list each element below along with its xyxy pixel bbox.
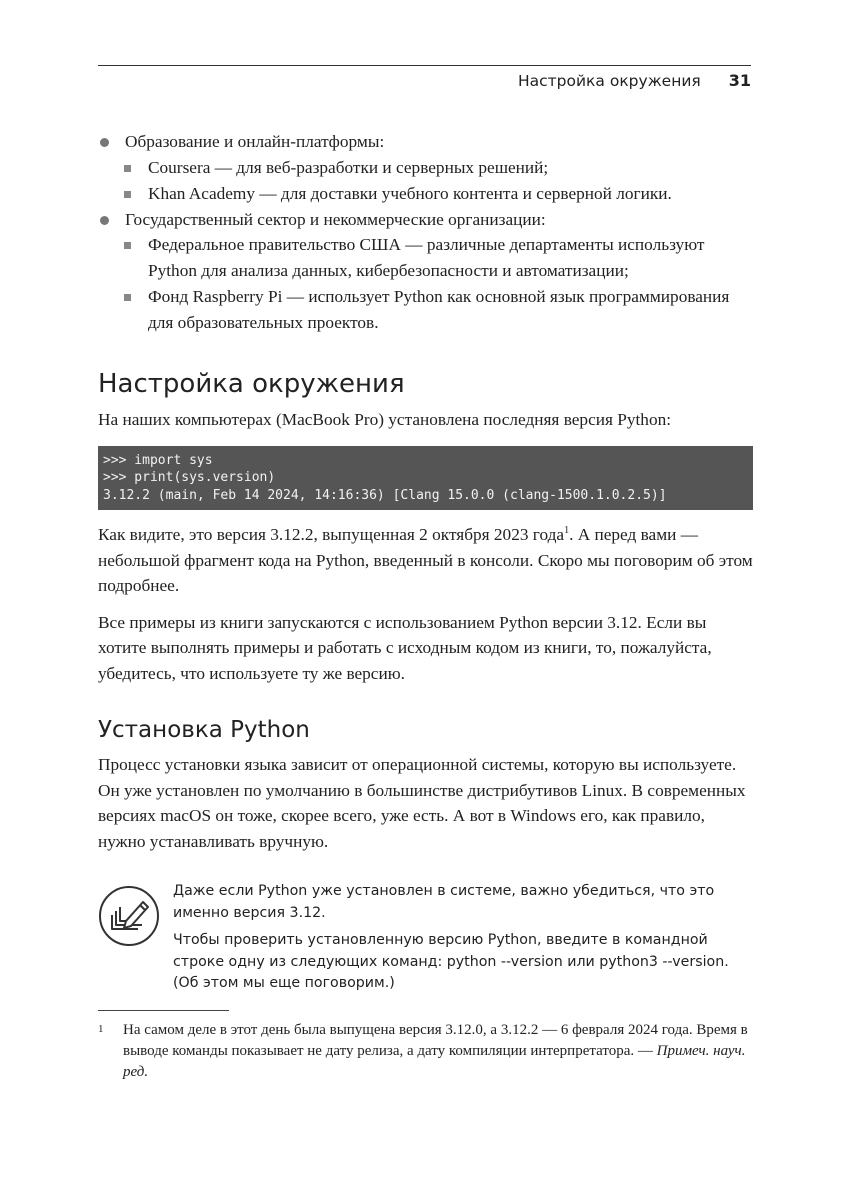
sub-list-item-text: Khan Academy — для доставки учебного контента и серверной логики. (148, 184, 672, 203)
page-number: 31 (728, 71, 751, 90)
square-bullet (124, 294, 131, 301)
sub-list-item-text: Федеральное правительство США — различные департаменты используют Python для анализа данных, кибербезопасности и автоматизации; (148, 235, 705, 280)
section-heading-install: Установка Python (98, 717, 310, 743)
tip-box (98, 881, 753, 995)
bullet-dot (100, 138, 109, 147)
square-bullet (124, 242, 131, 249)
sub-list-item (123, 284, 753, 335)
running-header-title: Настройка окружения (517, 72, 701, 90)
footnote (98, 1020, 753, 1083)
sub-list-item (123, 155, 753, 181)
footnote-text-block (98, 1020, 753, 1083)
footnote-mark: 1 (98, 1023, 104, 1035)
square-bullet (124, 191, 131, 198)
list-item (98, 207, 753, 336)
install-paragraph: Процесс установки языка зависит от операционной системы, которую вы используете. Он уже установлен по умолчанию в большинстве дистрибутивов Linux. В современных версиях macOS он тоже, скорее всего, уже есть. А вот в Windows его, как правило, нужно устанавливать вручную. (98, 755, 746, 851)
sub-list (123, 232, 753, 335)
version-paragraph (98, 522, 753, 599)
sub-list-item (123, 181, 753, 207)
sub-list-item-text: Coursera — для веб-разработки и серверных решений; (148, 157, 549, 177)
list-item (98, 129, 753, 207)
sub-list (123, 155, 753, 207)
footnote-attribution: Примеч. науч. ред. (123, 1043, 746, 1080)
page-body (98, 129, 753, 995)
header-rule (98, 65, 751, 66)
sub-list-item (123, 232, 753, 283)
tip-text-1: Даже если Python уже установлен в системе, важно убедиться, что это именно версия 3.12. (173, 883, 715, 921)
pencil-note-icon (98, 885, 160, 947)
code-line: >>> import sys (103, 452, 213, 468)
version-paragraph-end: . А перед вами — небольшой фрагмент кода на Python, введенный в консоли. Скоро мы поговорим об этом подробнее. (98, 525, 753, 595)
sub-list-item-text: Фонд Raspberry Pi — использует Python как основной язык программирования для образовательных проектов. (148, 287, 730, 332)
square-bullet (124, 165, 131, 172)
code-line: 3.12.2 (main, Feb 14 2024, 14:16:36) [Clang 15.0.0 (clang-1500.1.0.2.5)] (103, 487, 667, 503)
code-block (98, 446, 753, 511)
examples-paragraph: Все примеры из книги запускаются с использованием Python версии 3.12. Если вы хотите выполнять примеры и работать с исходным кодом из книги, то, пожалуйста, убедитесь, что используете ту же версию. (98, 612, 712, 683)
tip-text-2: Чтобы проверить установленную версию Python, введите в командной строке одну из следующих команд: python --version или python3 --version. (Об этом мы еще поговорим.) (173, 932, 729, 991)
bullet-list (98, 129, 753, 335)
list-item-text: Образование и онлайн-платформы: (125, 132, 385, 151)
running-header (518, 71, 751, 90)
code-line: >>> print(sys.version) (103, 470, 276, 485)
section-heading-environment: Настройка окружения (98, 369, 405, 399)
version-paragraph-start: Как видите, это версия 3.12.2, выпущенная 2 октября 2023 года (98, 525, 565, 544)
footnote-rule (98, 1010, 229, 1011)
intro-paragraph: На наших компьютерах (MacBook Pro) установлена последняя версия Python: (98, 410, 672, 429)
footnote-text: На самом деле в этот день была выпущена версия 3.12.0, а 3.12.2 — 6 февраля 2024 года. Время в выводе команды показывает не дату релиза, а дату компиляции интерпретатора. — (123, 1022, 748, 1059)
footnote-reference[interactable]: 1 (564, 525, 570, 537)
list-item-text: Государственный сектор и некоммерческие организации: (125, 209, 546, 229)
bullet-dot (100, 216, 109, 225)
